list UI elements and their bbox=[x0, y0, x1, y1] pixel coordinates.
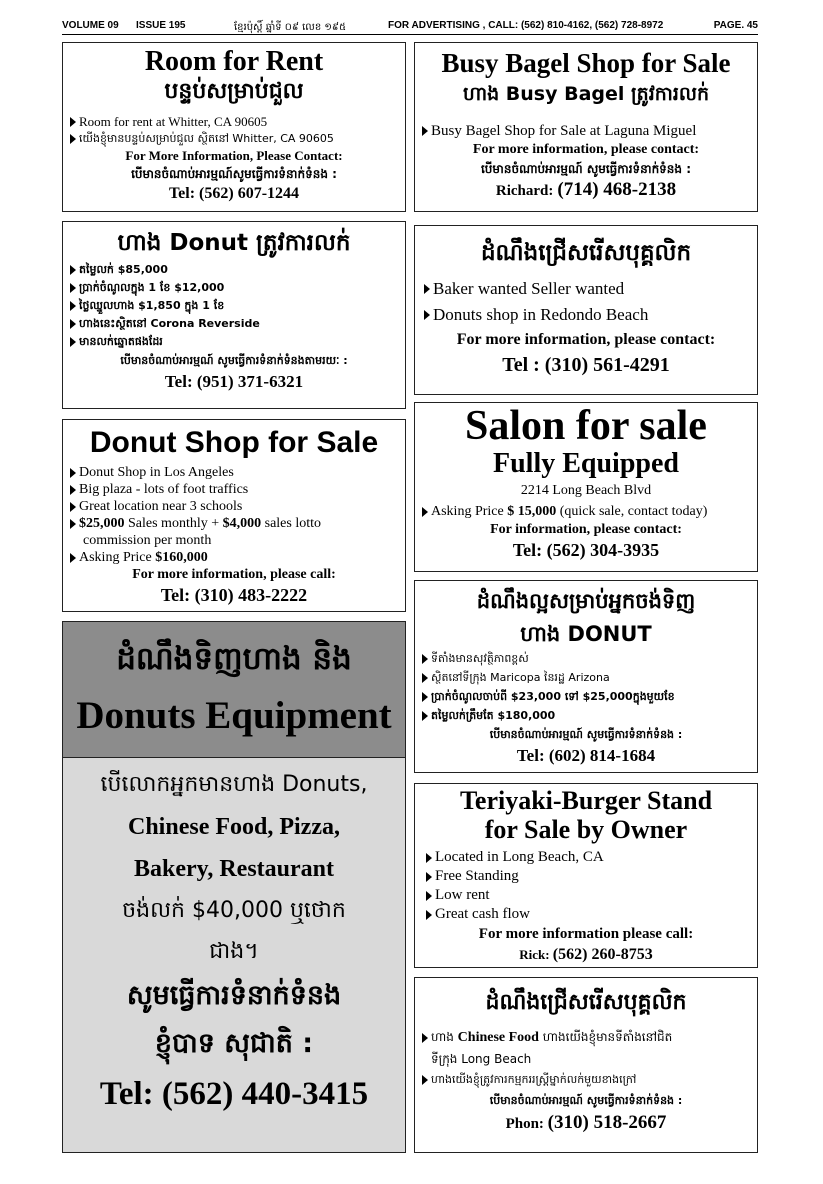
info-line-khmer: បើមានចំណាប់អារម្មណ៍សូមធ្វើការទំនាក់ទំនង : bbox=[131, 167, 337, 181]
info-line: For more information, please contact: bbox=[472, 142, 700, 157]
contact-line-khmer: សូមធ្វើការទំនាក់ទំនង bbox=[126, 980, 342, 1011]
list-item: Located in Long Beach, CA bbox=[425, 848, 747, 867]
page-number: PAGE. 45 bbox=[713, 20, 758, 31]
phone-number: Tel: (562) 304-3935 bbox=[512, 540, 660, 560]
ad-header-band bbox=[63, 622, 405, 758]
ad-title-khmer: ដំណឹងជ្រើសរើសបុគ្គលិក bbox=[485, 990, 687, 1015]
phone-number: Tel: (562) 607-1244 bbox=[168, 185, 300, 202]
list-item: យើងខ្ញុំមានបន្ទប់សម្រាប់ជួល ស្ថិតនៅ Whitter, CA 90605 bbox=[69, 130, 399, 147]
info-line: For more information please call: bbox=[478, 926, 694, 942]
ad-title: Busy Bagel Shop for Sale bbox=[441, 48, 731, 78]
ad-subtitle: Fully Equipped bbox=[493, 448, 679, 479]
ad-buy-donuts-equipment bbox=[62, 621, 406, 1153]
ad-donut-for-sale bbox=[62, 221, 406, 409]
asking-price: $ 15,000 bbox=[507, 504, 557, 519]
list-item: ថ្លៃឈ្នួលហាង $1,850 ក្នុង 1 ខែ bbox=[69, 297, 399, 315]
body-line: បើលោកអ្នកមានហាង Donuts, bbox=[100, 772, 368, 797]
info-line-khmer: បើមានចំណាប់អារម្មណ៍ សូមធ្វើការទំនាក់ទំនង : bbox=[480, 162, 692, 176]
list-item bbox=[421, 1026, 751, 1049]
list-item-sales bbox=[69, 515, 399, 532]
list-item: Free Standing bbox=[425, 867, 747, 886]
list-item: Busy Bagel Shop for Sale at Laguna Miguel bbox=[421, 121, 751, 141]
phone-number: Tel: (310) 483-2222 bbox=[160, 585, 308, 605]
ad-baker-wanted bbox=[414, 225, 758, 395]
lotto-amount: $4,000 bbox=[222, 516, 262, 531]
sales-text: Sales monthly + bbox=[124, 516, 223, 531]
ad-chinese-food bbox=[414, 977, 758, 1153]
khmer-header: ខ្មែរប៉ុស្ដិ៍ ឆ្នាំទី ០៩ លេខ ១៩៥ bbox=[234, 22, 347, 33]
phone-number: Tel: (602) 814-1684 bbox=[516, 746, 656, 765]
ad-arizona-donut bbox=[414, 580, 758, 773]
item-suffix: ហាងយើងខ្ញុំមានទីតាំងនៅជិត bbox=[538, 1030, 673, 1044]
ad-salon-for-sale bbox=[414, 402, 758, 572]
ad-title: Room for Rent bbox=[144, 46, 324, 77]
info-line-khmer: បើមានចំណាប់អារម្មណ៍ សូមធ្វើការទំនាក់ទំនង : bbox=[489, 728, 683, 741]
list-item: ស្ថិតនៅទីក្រុង Maricopa នៃរដ្ឋ Arizona bbox=[421, 668, 751, 687]
list-item: Big plaza - lots of foot traffics bbox=[69, 481, 399, 498]
list-item-asking bbox=[421, 503, 751, 521]
ad-room-for-rent bbox=[62, 42, 406, 212]
ad-title: Salon for sale bbox=[465, 403, 707, 449]
contact-line bbox=[425, 944, 747, 966]
body-line: ចង់លក់ $40,000 ឬថោក bbox=[122, 898, 346, 923]
ad-title-khmer: ដំណឹងជ្រើសរើសបុគ្គលិក bbox=[480, 240, 692, 266]
phone-number: Tel: (562) 440-3415 bbox=[99, 1076, 369, 1112]
list-item: មានលក់ឆ្នោតផងដែរ bbox=[69, 333, 399, 351]
body-line: ជាង។ bbox=[209, 939, 259, 964]
address: 2214 Long Beach Blvd bbox=[520, 483, 652, 498]
ad-title-khmer: ដំណឹងទិញហាង និង bbox=[116, 641, 352, 677]
contact-name: Richard: bbox=[495, 183, 554, 199]
phone-number: (562) 260-8753 bbox=[552, 946, 653, 963]
list-item-continued: ទីក្រុង Long Beach bbox=[431, 1052, 532, 1066]
ad-title-khmer: ហាង Busy Bagel ត្រូវការលក់ bbox=[462, 83, 710, 105]
info-line-khmer: បើមានចំណាប់អារម្មណ៍ សូមធ្វើការទំនាក់ទំនង : bbox=[489, 1094, 683, 1107]
list-item: Low rent bbox=[425, 886, 747, 905]
list-item: Room for rent at Whitter, CA 90605 bbox=[69, 113, 399, 130]
contact-name-khmer: ខ្ញុំបាទ សុជាតិ : bbox=[154, 1028, 314, 1059]
list-item: Donuts shop in Redondo Beach bbox=[423, 302, 749, 328]
advertising-line: FOR ADVERTISING , CALL: (562) 810-4162, (562) 728-8972 bbox=[388, 20, 664, 31]
list-item: ហាងយើងខ្ញុំត្រូវការកម្មកររស្ត្រីម្នាក់លក់មួយខាងក្រៅ bbox=[421, 1069, 751, 1091]
list-item: ហាងនេះស្ថិតនៅ Corona Reverside bbox=[69, 315, 399, 333]
info-line: For More Information, Please Contact: bbox=[125, 148, 343, 163]
ad-title: ហាង Donut ត្រូវការលក់ bbox=[117, 230, 351, 256]
phone-number: Tel : (310) 561-4291 bbox=[502, 354, 670, 376]
info-line-khmer: បើមានចំណាប់អារម្មណ៍ សូមធ្វើការទំនាក់ទំនងតាមរយៈ : bbox=[120, 354, 348, 367]
info-line: For more information, please contact: bbox=[456, 331, 716, 348]
list-item: ប្រាក់ចំណូលចាប់ពី $23,000 ទៅ $25,000ក្នុងមួយខែ bbox=[421, 687, 751, 706]
item-prefix: ហាង bbox=[431, 1030, 458, 1044]
body-line: Bakery, Restaurant bbox=[134, 856, 334, 882]
contact-line bbox=[421, 179, 751, 202]
asking-label: Asking Price bbox=[79, 550, 156, 565]
contact-name: Rick: bbox=[519, 947, 553, 962]
list-item: Great cash flow bbox=[425, 905, 747, 924]
ad-title: Donut Shop for Sale bbox=[89, 426, 379, 459]
list-item: តម្លៃលក់ $85,000 bbox=[69, 261, 399, 279]
asking-label: Asking Price bbox=[431, 504, 508, 519]
page-header bbox=[62, 20, 758, 35]
ad-teriyaki-burger bbox=[414, 783, 758, 968]
asking-price: $160,000 bbox=[155, 550, 208, 565]
issue-label: ISSUE 195 bbox=[136, 20, 186, 31]
contact-name: Phon: bbox=[505, 1116, 548, 1132]
list-item: Great location near 3 schools bbox=[69, 498, 399, 515]
list-item: ប្រាក់ចំណូលក្នុង 1 ខែ $12,000 bbox=[69, 279, 399, 297]
contact-line bbox=[421, 1111, 751, 1136]
list-item: Donut Shop in Los Angeles bbox=[69, 464, 399, 481]
list-item: តម្លៃលក់ត្រឹមតែ $180,000 bbox=[421, 706, 751, 725]
item-chinese-food: Chinese Food bbox=[457, 1030, 539, 1045]
body-line: Chinese Food, Pizza, bbox=[128, 814, 340, 840]
lotto-text: sales lotto bbox=[261, 516, 322, 531]
asking-note: (quick sale, contact today) bbox=[556, 504, 708, 519]
ad-donut-shop-la bbox=[62, 419, 406, 612]
sales-amount: $25,000 bbox=[79, 516, 125, 531]
phone-number: Tel: (951) 371-6321 bbox=[164, 372, 304, 391]
list-item-continued: commission per month bbox=[83, 533, 212, 548]
ad-title-khmer: ដំណឹងល្អសម្រាប់អ្នកចង់ទិញ bbox=[476, 589, 696, 613]
phone-number: (714) 468-2138 bbox=[557, 179, 677, 200]
ad-title: Donuts Equipment bbox=[76, 694, 392, 737]
volume-label: VOLUME 09 bbox=[62, 20, 119, 31]
ad-title: Teriyaki-Burger Stand bbox=[459, 786, 713, 815]
ad-title-2: for Sale by Owner bbox=[484, 815, 688, 844]
ad-title-khmer-2: ហាង DONUT bbox=[520, 622, 652, 646]
list-item: ទីតាំងមានសុវត្ថិភាពខ្ពស់ bbox=[421, 649, 751, 668]
list-item: Baker wanted Seller wanted bbox=[423, 276, 749, 302]
ad-title-khmer: បន្ទប់សម្រាប់ជួល bbox=[164, 79, 304, 104]
info-line: For information, please contact: bbox=[490, 522, 682, 537]
list-item-asking bbox=[69, 549, 399, 566]
phone-number: (310) 518-2667 bbox=[547, 1112, 667, 1133]
ad-busy-bagel bbox=[414, 42, 758, 212]
info-line: For more information, please call: bbox=[132, 567, 336, 582]
